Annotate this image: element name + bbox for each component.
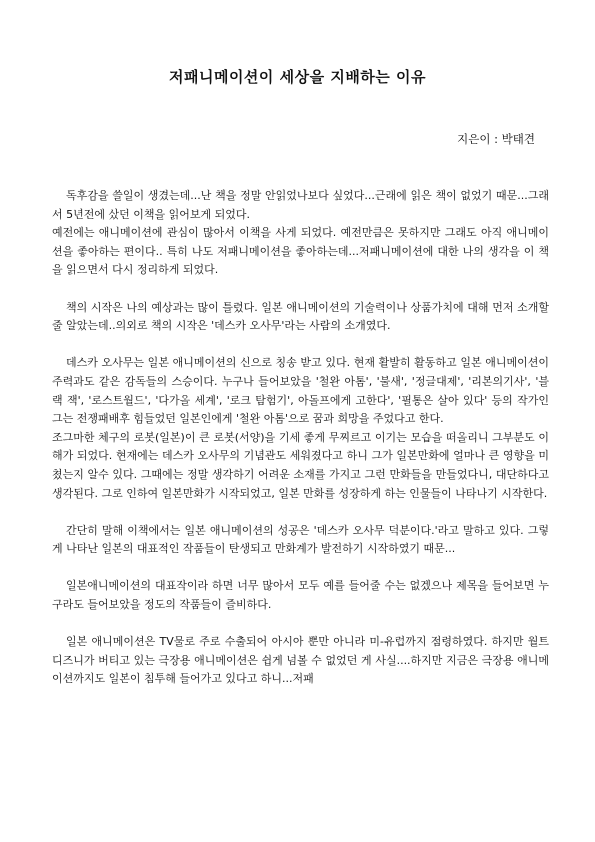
paragraph: 책의 시작은 나의 예상과는 많이 틀렸다. 일본 애니메이션의 기술력이나 상품가치에 대해 먼저 소개할 줄 알았는데..의외로 책의 시작은 '데스카 오사무'라는 사람의 소개였다.	[52, 300, 549, 333]
paragraph: 조그마한 체구의 로봇(일본)이 큰 로봇(서양)을 기세 좋게 무찌르고 이기는 모습을 떠올리니 그부분도 이해가 되었다. 현재에는 데스카 오사무의 기념관도 세워졌다고 하니 그가 일본만화에 얼마나 큰 영향을 미쳤는지 알수 있다. 그때에는 정말 생각하기 어려운 소재를 가지고 그런 만화들을 만들었다니, 대단하다고 생각된다. 그로 인하여 일본만화가 시작되었고, 일본 만화를 성장하게 하는 인물들이 나타나기 시작한다.	[52, 430, 549, 500]
document-title: 저패니메이션이 세상을 지배하는 이유	[168, 68, 426, 86]
paragraph: 간단히 말해 이책에서는 일본 애니메이션의 성공은 '데스카 오사무 덕분이다.'라고 말하고 있다. 그렇게 나타난 일본의 대표적인 작품들이 탄생되고 만화계가 발전하기 시작하였기 때문...	[52, 523, 549, 556]
paragraph: 데스카 오사무는 일본 애니메이션의 신으로 칭송 받고 있다. 현재 활발히 활동하고 일본 애니메이션이 주력과도 같은 감독들의 스승이다. 누구나 들어보았을 '철완 아톰', '불새', '정글대제', '리본의기사', '블랙 잭', '로스트월드', '다가올 세계', '로크 탐험기', 아돌프에게 고한다', '필통은 살아 있다' 등의 작가인 그는 전쟁패배후 힘들었던 일본인에게 '철완 아톰'으로 꿈과 희망을 주었다고 한다.	[52, 356, 549, 426]
author-line: 지은이 : 박태견	[457, 132, 535, 146]
document-body	[52, 187, 549, 689]
paragraph: 일본 애니메이션은 TV물로 주로 수출되어 아시아 뿐만 아니라 미-유럽까지 점령하였다. 하지만 월트디즈니가 버티고 있는 극장용 애니메이션은 쉽게 넘볼 수 없었던 게 사실....하지만 지금은 극장용 애니메이션까지도 일본이 침투해 들어가고 있다고 하니...저패	[52, 635, 549, 686]
paragraph: 예전에는 애니메이션에 관심이 많아서 이책을 사게 되었다. 예전만큼은 못하지만 그래도 아직 애니메이션을 좋아하는 편이다.. 특히 나도 저패니메이션을 좋아하는데...저패니메이션에 대한 나의 생각을 이 책을 읽으면서 다시 정리하게 되었다.	[52, 226, 549, 277]
paragraph: 독후감을 쓸일이 생겼는데...난 책을 정말 안읽었나보다 싶었다...근래에 읽은 책이 없었기 때문...그래서 5년전에 샀던 이책을 읽어보게 되었다.	[52, 189, 549, 221]
paragraph: 일본애니메이션의 대표작이라 하면 너무 많아서 모두 예를 들어줄 수는 없겠으나 제목을 들어보면 누구라도 들어보았을 정도의 작품들이 즐비하다.	[52, 579, 549, 612]
